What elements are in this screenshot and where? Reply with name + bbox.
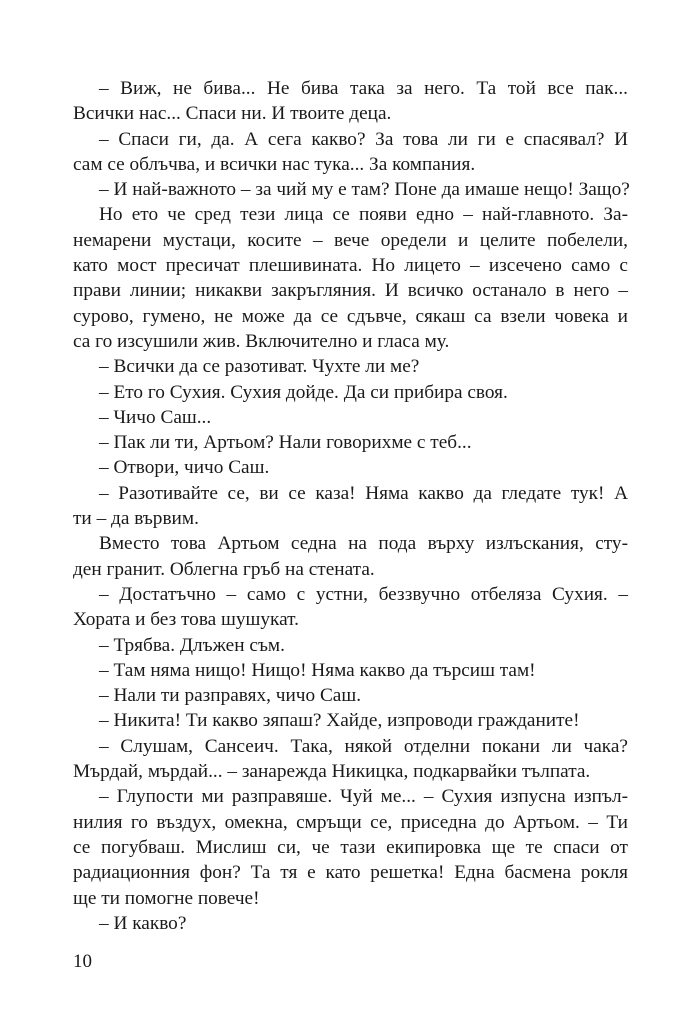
text-line: – Трябва. Длъжен съм. [99, 634, 285, 656]
text-line: ти – да вървим. [73, 508, 199, 530]
text-line: са го изсушили жив. Включително и гласа му. [73, 330, 450, 352]
text-line: – Пак ли ти, Артьом? Нали говорихме с теб... [99, 432, 472, 454]
text-line: прави линии; никакви закръгляния. И всичко останало в него – [73, 280, 628, 302]
text-line: – Там няма нищо! Нищо! Няма какво да търсиш там! [99, 659, 536, 681]
text-line: – Глупости ми разправяше. Чуй ме... – Сухия изпусна изпъл- [99, 786, 628, 808]
text-line: сам се облъчва, и всички нас тука... За компания. [73, 153, 476, 175]
text-line: немарени мустаци, косите – вече оредели и целите побелели, [73, 229, 628, 251]
text-line: нилия го въздух, омекна, смръщи се, приседна до Артьом. – Ти [73, 811, 628, 833]
text-line: – Никита! Ти какво зяпаш? Хайде, изпроводи гражданите! [99, 710, 580, 732]
page-number: 10 [73, 951, 92, 972]
text-line: – Виж, не бива... Не бива така за него. Та той все пак... [99, 78, 628, 99]
text-line: – Всички да се разотиват. Чухте ли ме? [99, 356, 420, 378]
text-line: – Чичо Саш... [99, 406, 212, 428]
text-line: Но ето че сред тези лица се появи едно – най-главното. За- [99, 204, 628, 226]
text-line: Вместо това Артьом седна на пода върху излъскания, сту- [99, 533, 628, 555]
text-line: – Спаси ги, да. А сега какво? За това ли ги е спасявал? И [99, 128, 628, 150]
text-line: Мърдай, мърдай... – занарежда Никицка, подкарвайки тълпата. [73, 761, 591, 783]
text-line: – Разотивайте се, ви се каза! Няма какво да гледате тук! А [99, 482, 628, 504]
text-line: сурово, гумено, не може да се сдъвче, сякаш са взели човека и [73, 305, 628, 327]
text-line: ще ти помогне повече! [73, 887, 260, 909]
text-line: Всички нас... Спаси ни. И твоите деца. [73, 103, 392, 125]
text-line: Хората и без това шушукат. [73, 609, 299, 631]
text-line: – Слушам, Сансеич. Така, някой отделни покани ли чака? [99, 735, 628, 757]
text-line: радиационния фон? Та тя е като решетка! Една басмена рокля [73, 862, 628, 884]
text-line: – Достатъчно – само с устни, беззвучно отбеляза Сухия. – [99, 583, 628, 605]
text-line: се погубваш. Мислиш си, че тази екипировка ще те спаси от [73, 836, 628, 858]
text-line: – И най-важното – за чий му е там? Поне да имаше нещо! Защо? [99, 179, 630, 201]
text-line: – Нали ти разправях, чичо Саш. [99, 685, 362, 707]
text-line: – Отвори, чичо Саш. [99, 457, 270, 479]
text-line: като мост пресичат плешивината. Но лицето – изсечено само с [73, 255, 628, 277]
text-line: ден гранит. Облегна гръб на стената. [73, 558, 375, 580]
body-text [73, 76, 628, 936]
text-line: – И какво? [99, 912, 187, 934]
text-line: – Ето го Сухия. Сухия дойде. Да си прибира своя. [99, 381, 508, 403]
